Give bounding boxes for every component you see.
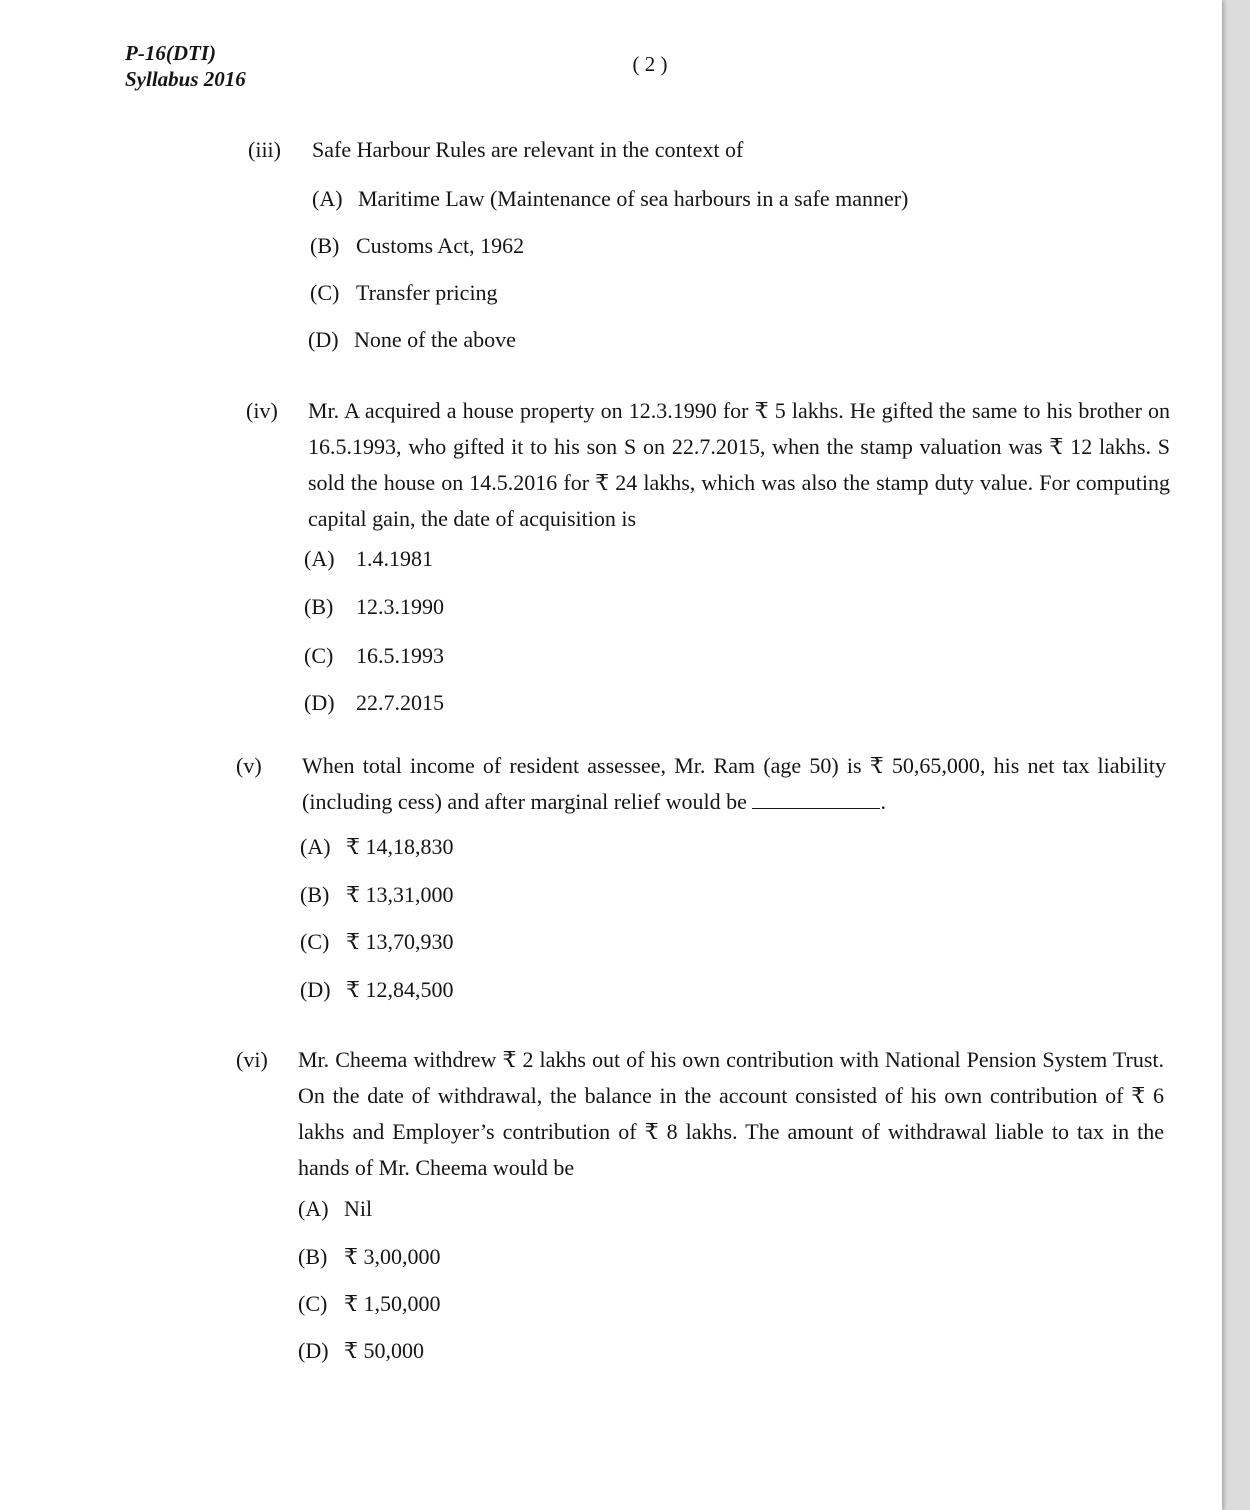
paper-header xyxy=(125,40,246,92)
option-label: (D) xyxy=(298,1338,329,1363)
stem-end: . xyxy=(880,789,886,814)
option-text: ₹ 13,70,930 xyxy=(346,929,454,954)
option-label: (A) xyxy=(298,1196,329,1221)
question-stem xyxy=(302,748,1166,820)
option-text: 12.3.1990 xyxy=(356,594,444,619)
option-label: (B) xyxy=(310,233,340,258)
question-number: (v) xyxy=(236,753,262,778)
option-b xyxy=(300,880,454,910)
option-b xyxy=(304,592,444,622)
option-label: (B) xyxy=(304,594,334,619)
option-c xyxy=(304,641,444,671)
question-iii xyxy=(248,132,1148,172)
option-text: 16.5.1993 xyxy=(356,643,444,668)
option-c xyxy=(300,927,454,957)
page-number: ( 2 ) xyxy=(632,52,668,76)
option-text: ₹ 13,31,000 xyxy=(346,882,454,907)
option-label: (D) xyxy=(304,690,335,715)
question-vi xyxy=(236,1042,1164,1192)
option-text: Transfer pricing xyxy=(356,280,498,305)
option-text: ₹ 14,18,830 xyxy=(346,834,454,859)
option-c xyxy=(310,278,498,308)
question-stem: Mr. Cheema withdrew ₹ 2 lakhs out of his own contribution with National Pension System Trust. On the date of withdrawal, the balance in the account consisted of his own contribution of ₹ 6 lakhs and Employer’s contribution of ₹ 8 lakhs. The amount of withdrawal liable to tax in the hands of Mr. Cheema would be xyxy=(298,1047,1164,1180)
option-label: (A) xyxy=(304,546,335,571)
option-a xyxy=(312,184,908,214)
option-label: (C) xyxy=(310,280,340,305)
question-iv xyxy=(246,393,1170,543)
question-stem: Safe Harbour Rules are relevant in the context of xyxy=(312,137,744,162)
question-number: (vi) xyxy=(236,1047,268,1072)
question-v xyxy=(236,748,1166,824)
option-text: Nil xyxy=(344,1196,373,1221)
option-d xyxy=(304,688,444,718)
option-label: (D) xyxy=(300,977,331,1002)
answer-blank xyxy=(752,786,880,809)
syllabus-label: Syllabus 2016 xyxy=(125,67,246,91)
option-label: (D) xyxy=(308,327,339,352)
question-stem-text: When total income of resident assessee, Mr. Ram (age 50) is ₹ 50,65,000, his net tax liability (including cess) and after marginal relief would be xyxy=(302,753,1166,814)
option-label: (A) xyxy=(300,834,331,859)
option-c xyxy=(298,1289,441,1319)
question-stem: Mr. A acquired a house property on 12.3.1990 for ₹ 5 lakhs. He gifted the same to his brother on 16.5.1993, who gifted it to his son S on 22.7.2015, when the stamp valuation was ₹ 12 lakhs. S sold the house on 14.5.2016 for ₹ 24 lakhs, which was also the stamp duty value. For computing capital gain, the date of acquisition is xyxy=(308,398,1170,531)
option-d xyxy=(298,1336,424,1366)
question-number: (iv) xyxy=(246,398,278,423)
option-b xyxy=(298,1242,441,1272)
option-a xyxy=(304,544,433,574)
option-label: (A) xyxy=(312,186,343,211)
option-text: ₹ 1,50,000 xyxy=(344,1291,441,1316)
option-label: (C) xyxy=(304,643,334,668)
option-text: ₹ 50,000 xyxy=(344,1338,424,1363)
option-a xyxy=(298,1194,372,1224)
question-number: (iii) xyxy=(248,137,281,162)
option-text: 22.7.2015 xyxy=(356,690,444,715)
option-text: ₹ 3,00,000 xyxy=(344,1244,441,1269)
option-d xyxy=(300,975,454,1005)
option-b xyxy=(310,231,524,261)
option-text: 1.4.1981 xyxy=(356,546,433,571)
option-text: Customs Act, 1962 xyxy=(356,233,525,258)
option-d xyxy=(308,325,516,355)
paper-code: P-16(DTI) xyxy=(125,41,216,65)
option-a xyxy=(300,832,454,862)
option-text: None of the above xyxy=(354,327,516,352)
option-text: ₹ 12,84,500 xyxy=(346,977,454,1002)
option-text: Maritime Law (Maintenance of sea harbours in a safe manner) xyxy=(358,186,909,211)
option-label: (B) xyxy=(300,882,330,907)
option-label: (B) xyxy=(298,1244,328,1269)
option-label: (C) xyxy=(300,929,330,954)
option-label: (C) xyxy=(298,1291,328,1316)
